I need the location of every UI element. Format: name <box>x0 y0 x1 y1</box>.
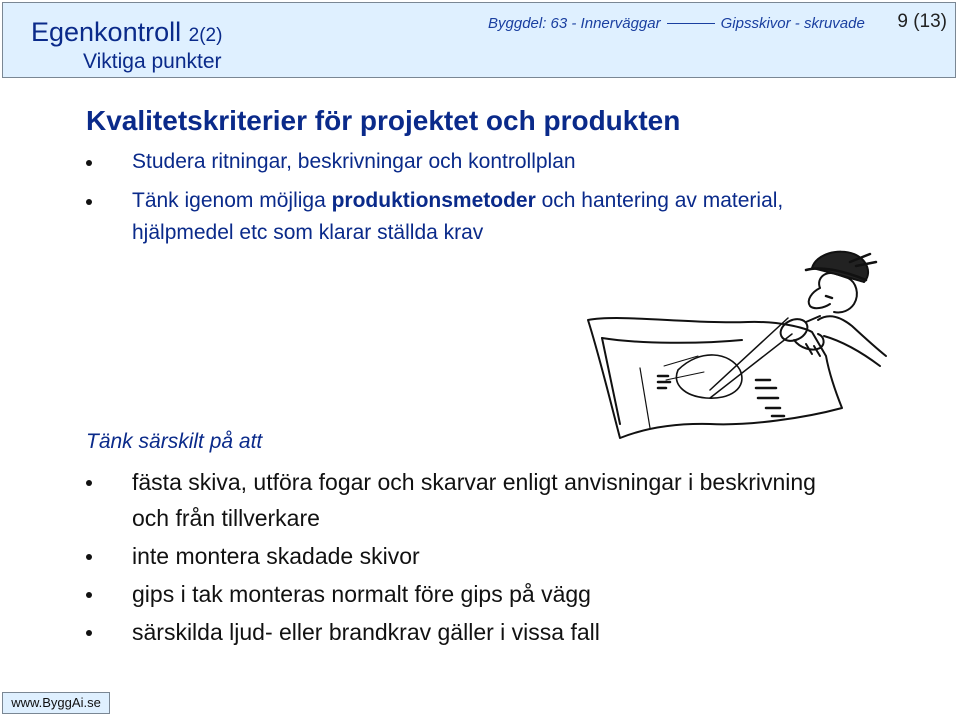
list-item-text: Studera ritningar, beskrivningar och kontrollplan <box>132 150 576 173</box>
category-material: Gipsskivor - skruvade <box>720 15 865 32</box>
title-main: Egenkontroll <box>31 17 182 47</box>
list-item <box>86 464 846 536</box>
list-item-text: särskilda ljud- eller brandkrav gäller i vissa fall <box>132 619 600 645</box>
list-item-text-pre: Tänk igenom möjliga <box>132 189 332 212</box>
list-item-text: inte montera skadade skivor <box>132 543 420 569</box>
list-item <box>86 614 846 650</box>
category-breadcrumb <box>488 15 865 32</box>
site-logo[interactable]: www.ByggAi.se <box>2 692 110 714</box>
list-item-text: gips i tak monteras normalt före gips på vägg <box>132 581 591 607</box>
list-item <box>86 538 846 574</box>
inspector-with-magnifier-illustration <box>580 248 890 440</box>
bullet-icon <box>86 592 92 598</box>
bullet-icon <box>86 199 92 205</box>
bullet-icon <box>86 160 92 166</box>
breadcrumb-separator <box>667 23 715 24</box>
quality-criteria-list <box>86 146 806 256</box>
list-item <box>86 146 806 178</box>
section-label: Tänk särskilt på att <box>86 430 263 453</box>
special-notes-list <box>86 464 846 652</box>
list-item-text-post: och hantering av material, hjälpmedel etc som klarar ställda krav <box>132 189 784 244</box>
bullet-icon <box>86 480 92 486</box>
page-subtitle: Viktiga punkter <box>83 50 222 73</box>
category-building-part: Byggdel: 63 - Innerväggar <box>488 15 661 32</box>
title-page-indicator: 2(2) <box>188 25 223 46</box>
bullet-icon <box>86 630 92 636</box>
bullet-icon <box>86 554 92 560</box>
page-title <box>31 17 222 51</box>
list-item-text-emphasis: produktionsmetoder <box>331 189 536 212</box>
page-number: 9 (13) <box>897 11 947 32</box>
header-bar <box>2 2 956 78</box>
section-heading: Kvalitetskriterier för projektet och produkten <box>86 105 681 136</box>
list-item-text: fästa skiva, utföra fogar och skarvar enligt anvisningar i beskrivning och från tillverkare <box>132 469 816 531</box>
list-item <box>86 185 806 249</box>
list-item <box>86 576 846 612</box>
